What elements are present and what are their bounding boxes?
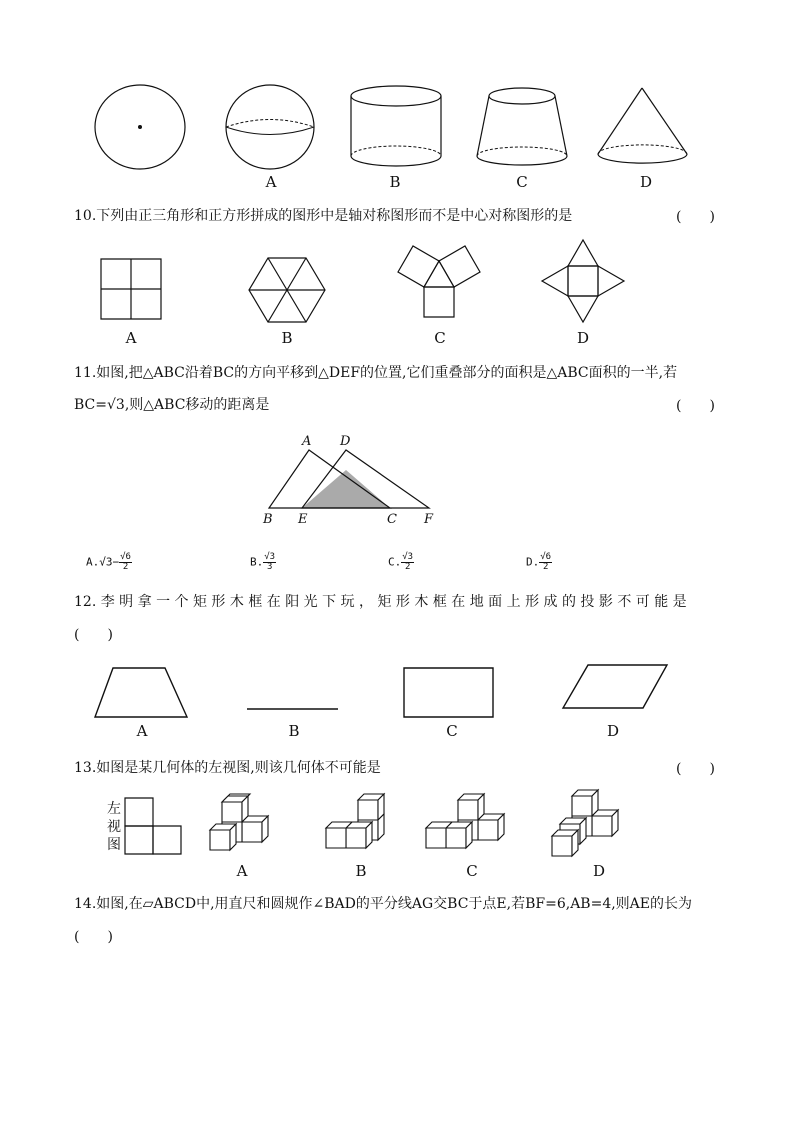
q11-answer-paren[interactable]: ( ) bbox=[676, 398, 715, 414]
q12-label-c: C bbox=[446, 722, 458, 740]
q9-label-b: B bbox=[389, 173, 401, 191]
q10-text: 10.下列由正三角形和正方形拼成的图形中是轴对称图形而不是中心对称图形的是 bbox=[74, 208, 573, 224]
q10-option-a-figure bbox=[100, 258, 164, 322]
q9-cylinder-figure bbox=[346, 82, 446, 172]
q12-label-a: A bbox=[136, 722, 148, 740]
q14-answer-paren[interactable]: ( ) bbox=[74, 929, 113, 945]
q12-option-a-trapezoid bbox=[93, 666, 193, 726]
q9-label-c: C bbox=[516, 173, 528, 191]
q12-text: 12. 李 明 拿 一 个 矩 形 木 框 在 阳 光 下 玩 ， 矩 形 木 框 在 地 面 上 形 成 的 投 影 不 可 能 是 bbox=[74, 594, 687, 610]
q13-option-d-cubes bbox=[550, 786, 630, 862]
q11-point-b: B bbox=[263, 512, 273, 527]
q12-label-b: B bbox=[288, 722, 300, 740]
q13-view-caption: 左 视 图 bbox=[107, 801, 121, 853]
q13-option-a-cubes bbox=[208, 792, 278, 854]
q11-point-f: F bbox=[424, 512, 434, 527]
q11-triangle-figure bbox=[262, 444, 442, 514]
q10-option-d-figure bbox=[540, 238, 626, 324]
q10-label-c: C bbox=[434, 329, 446, 347]
q12-option-d-parallelogram bbox=[560, 663, 680, 719]
q9-label-a: A bbox=[265, 173, 277, 191]
q10-option-b-figure bbox=[248, 256, 328, 328]
q12-option-c-rectangle bbox=[403, 667, 497, 721]
q11-option-c[interactable]: C. $\frac{√3}{2}$ bbox=[388, 552, 414, 572]
q10-option-c-figure bbox=[394, 244, 484, 324]
q14-text-line1: 14.如图,在▱ABCD中,用直尺和圆规作∠BAD的平分线AG交BC于点E,若BF=6,AB=4,则AE的长为 bbox=[74, 896, 693, 912]
q11-text-line2: BC=√3,则△ABC移动的距离是 bbox=[74, 397, 270, 413]
q13-label-b: B bbox=[355, 862, 367, 880]
q11-option-a[interactable]: A.√3− $\frac{√6}{2}$ bbox=[86, 552, 131, 572]
q9-label-d: D bbox=[639, 173, 653, 191]
q13-label-c: C bbox=[466, 862, 478, 880]
q13-text: 13.如图是某几何体的左视图,则该几何体不可能是 bbox=[74, 760, 381, 776]
q11-point-d: D bbox=[340, 434, 351, 449]
q12-answer-paren[interactable]: ( ) bbox=[74, 627, 113, 643]
q13-left-view-figure bbox=[124, 797, 186, 859]
q12-option-b-segment bbox=[246, 705, 342, 715]
q11-point-a: A bbox=[302, 434, 312, 449]
q13-label-d: D bbox=[592, 862, 606, 880]
q11-point-e: E bbox=[298, 512, 308, 527]
q10-label-d: D bbox=[576, 329, 590, 347]
q11-point-c: C bbox=[387, 512, 397, 527]
q13-label-a: A bbox=[236, 862, 248, 880]
q13-option-c-cubes bbox=[424, 790, 514, 860]
q11-option-b[interactable]: B. $\frac{√3}{3}$ bbox=[250, 552, 276, 572]
q9-circle-figure bbox=[90, 82, 190, 172]
q10-label-b: B bbox=[281, 329, 293, 347]
q9-sphere-figure bbox=[222, 82, 322, 172]
q9-cone-figure bbox=[595, 82, 695, 172]
q10-answer-paren[interactable]: ( ) bbox=[676, 209, 715, 225]
q12-label-d: D bbox=[606, 722, 620, 740]
q11-option-d[interactable]: D. $\frac{√6}{2}$ bbox=[526, 552, 552, 572]
q13-option-b-cubes bbox=[322, 790, 392, 860]
q10-label-a: A bbox=[125, 329, 137, 347]
q9-frustum-figure bbox=[472, 82, 572, 172]
q13-answer-paren[interactable]: ( ) bbox=[676, 761, 715, 777]
q11-text-line1: 11.如图,把△ABC沿着BC的方向平移到△DEF的位置,它们重叠部分的面积是△ABC面积的一半,若 bbox=[74, 365, 678, 381]
